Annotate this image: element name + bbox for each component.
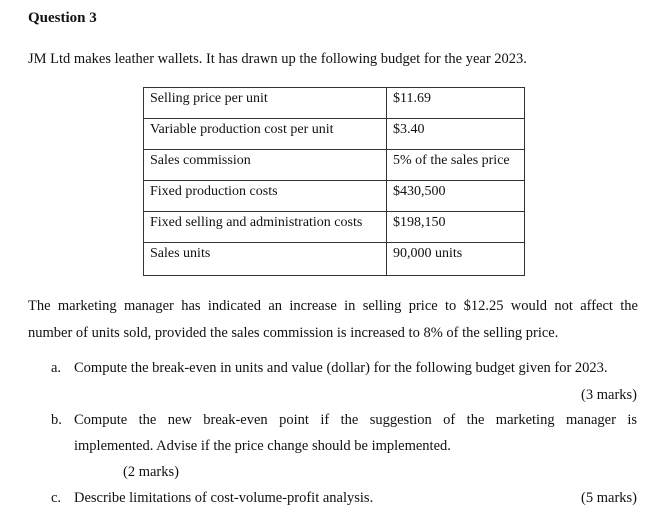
intro-text: JM Ltd makes leather wallets. It has drawn up the following budget for the year 2023. <box>28 51 527 67</box>
table-row <box>144 119 525 150</box>
row-label: Fixed selling and administration costs <box>144 212 387 243</box>
table-row <box>144 88 525 119</box>
scenario-line-2: number of units sold, provided the sales commission is increased to 8% of the selling price. <box>28 325 559 341</box>
row-label: Sales commission <box>144 150 387 181</box>
question-b-line-2: implemented. Advise if the price change should be implemented. <box>74 438 451 454</box>
table-row <box>144 243 525 276</box>
row-label: Variable production cost per unit <box>144 119 387 150</box>
row-value: $430,500 <box>387 181 525 212</box>
row-value: 5% of the sales price <box>387 150 525 181</box>
row-value: 90,000 units <box>387 243 525 276</box>
question-b-line-1: Compute the new break-even point if the suggestion of the marketing manager is <box>74 412 637 428</box>
table-row <box>144 181 525 212</box>
row-label: Fixed production costs <box>144 181 387 212</box>
question-c-marks: (5 marks) <box>581 490 637 506</box>
row-value: $11.69 <box>387 88 525 119</box>
question-a-marker: a. <box>51 360 62 376</box>
scenario-paragraph <box>28 293 638 347</box>
row-label: Sales units <box>144 243 387 276</box>
row-value: $198,150 <box>387 212 525 243</box>
question-b-marks: (2 marks) <box>123 464 179 480</box>
question-a-marks: (3 marks) <box>581 387 637 403</box>
budget-table <box>143 87 525 276</box>
question-b-marker: b. <box>51 412 62 428</box>
question-c-text: Describe limitations of cost-volume-profit analysis. <box>74 490 374 506</box>
question-c-marker: c. <box>51 490 62 506</box>
question-a-text: Compute the break-even in units and value (dollar) for the following budget given for 2023. <box>74 360 608 376</box>
scenario-line-1: The marketing manager has indicated an increase in selling price to $12.25 would not affect the <box>28 298 638 314</box>
question-heading: Question 3 <box>28 10 97 26</box>
table-row <box>144 150 525 181</box>
row-label: Selling price per unit <box>144 88 387 119</box>
row-value: $3.40 <box>387 119 525 150</box>
table-row <box>144 212 525 243</box>
